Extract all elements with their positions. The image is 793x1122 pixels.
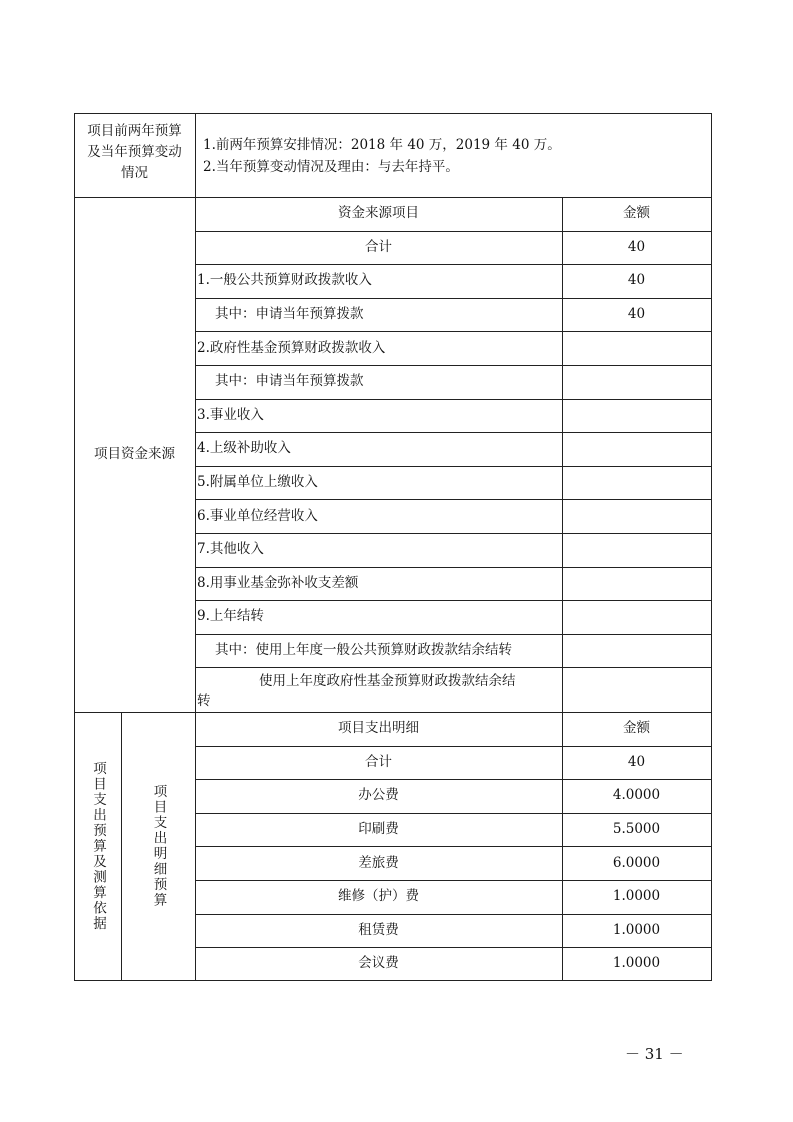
- funding-item: 4.上级补助收入: [197, 440, 291, 457]
- prev-budget-label-line: 情况: [121, 165, 148, 181]
- expenditure-item: 维修（护）费: [338, 888, 419, 905]
- expenditure-amount: 1.0000: [612, 888, 661, 905]
- funding-item: 1.一般公共预算财政拨款收入: [197, 272, 372, 289]
- expenditure-amount: 5.5000: [612, 821, 661, 838]
- funding-header-amount: 金额: [623, 205, 650, 222]
- expenditure-total-label: 合计: [365, 753, 392, 770]
- funding-item: 8.用事业基金弥补收支差额: [197, 574, 359, 591]
- prev-budget-label-line: 项目前两年预算: [87, 123, 182, 139]
- funding-amount: [562, 600, 711, 634]
- page-number: － 31 －: [625, 1045, 684, 1063]
- funding-amount: [562, 365, 711, 399]
- funding-item: [195, 671, 562, 711]
- funding-item: 3.事业收入: [197, 406, 264, 423]
- funding-amount: 40: [627, 306, 646, 323]
- funding-header-item: 资金来源项目: [338, 205, 419, 222]
- expenditure-item: 印刷费: [358, 821, 399, 838]
- expenditure-item: 租赁费: [358, 921, 399, 938]
- expenditure-amount: 1.0000: [612, 921, 661, 938]
- funding-amount: [562, 634, 711, 668]
- table-right-border: [711, 113, 712, 980]
- prev-budget-content-line: 2.当年预算变动情况及理由：与去年持平。: [203, 159, 459, 175]
- expenditure-amount: 1.0000: [612, 955, 661, 972]
- funding-item: 其中：申请当年预算拨款: [215, 373, 364, 390]
- funding-item: 其中：申请当年预算拨款: [215, 306, 364, 323]
- funding-amount: [562, 432, 711, 466]
- prev-budget-content: [203, 134, 707, 178]
- expenditure-inner-label: 项目支出明细预算: [150, 784, 167, 908]
- funding-label: 项目资金来源: [94, 446, 175, 462]
- funding-item-line: 转: [197, 693, 211, 710]
- funding-item: 2.政府性基金预算财政拨款收入: [197, 339, 386, 356]
- funding-item: 5.附属单位上缴收入: [197, 474, 318, 491]
- funding-amount: [562, 331, 711, 365]
- expenditure-amount: 6.0000: [612, 854, 661, 871]
- expenditure-header-item: 项目支出明细: [338, 720, 419, 737]
- funding-amount: [562, 499, 711, 533]
- funding-amount: [562, 567, 711, 601]
- table-top-border: [74, 113, 712, 114]
- expenditure-header-amount: 金额: [623, 720, 650, 737]
- expenditure-outer-label: 项目支出预算及测算依据: [90, 760, 106, 932]
- expenditure-amount: 4.0000: [612, 787, 661, 804]
- funding-amount: 40: [627, 238, 646, 255]
- prev-budget-content-line: 1.前两年预算安排情况：2018 年 40 万，2019 年 40 万。: [203, 137, 561, 153]
- funding-amount: [562, 399, 711, 433]
- funding-amount: [562, 466, 711, 500]
- funding-item: 9.上年结转: [197, 608, 264, 625]
- expenditure-item: 会议费: [358, 955, 399, 972]
- expenditure-item: 办公费: [358, 787, 399, 804]
- prev-budget-label: [74, 121, 195, 197]
- prev-budget-label-line: 及当年预算变动: [87, 144, 182, 160]
- funding-item: 7.其他收入: [197, 541, 264, 558]
- expenditure-item: 差旅费: [358, 854, 399, 871]
- row-divider: [195, 667, 711, 668]
- expenditure-amount: 40: [627, 753, 646, 770]
- funding-amount: 40: [627, 272, 646, 289]
- funding-item: 6.事业单位经营收入: [197, 507, 318, 524]
- funding-total-label: 合计: [365, 238, 392, 255]
- funding-item: 其中：使用上年度一般公共预算财政拨款结余结转: [215, 642, 512, 659]
- funding-amount: [562, 533, 711, 567]
- funding-item-line: 使用上年度政府性基金预算财政拨款结余结: [259, 673, 516, 690]
